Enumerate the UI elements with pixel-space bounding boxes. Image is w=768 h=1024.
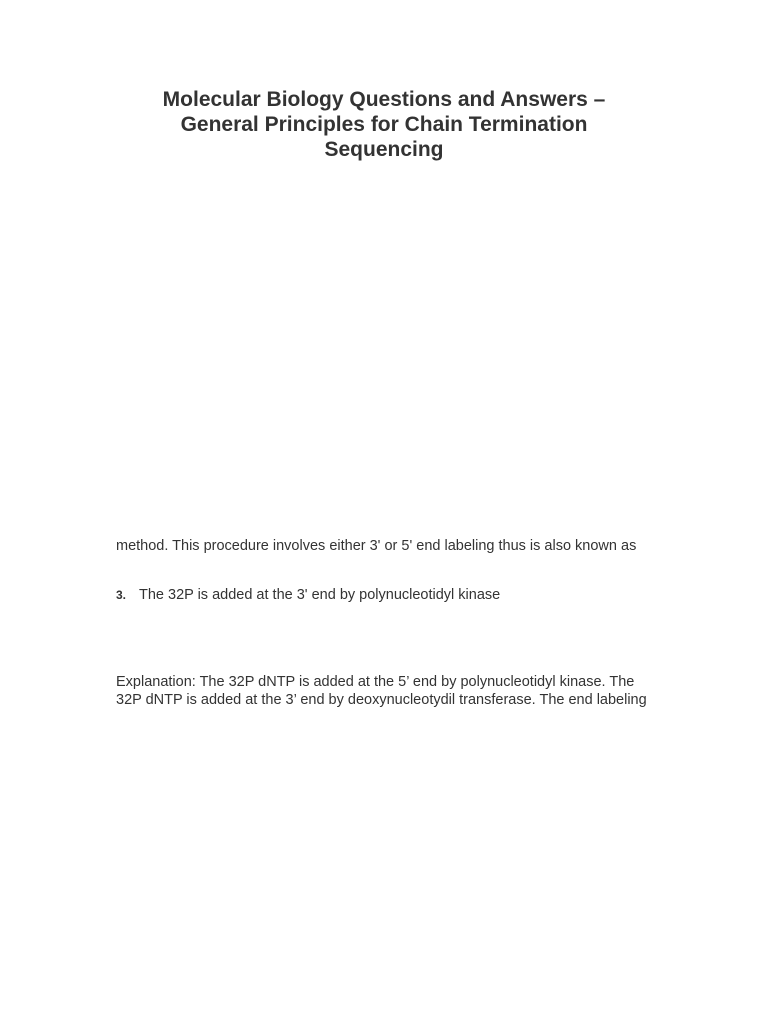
page-title: [100, 87, 668, 162]
option-number: 3.: [116, 588, 127, 602]
fragment-text-line: method. This procedure involves either 3' or 5' end labeling thus is also known as: [116, 538, 637, 554]
explanation-line-2: 32P dNTP is added at the 3’ end by deoxynucleotydil transferase. The end labeling: [116, 692, 647, 708]
title-line-1: Molecular Biology Questions and Answers –: [162, 88, 606, 111]
option-text: The 32P is added at the 3' end by polynucleotidyl kinase: [139, 587, 501, 603]
explanation-line-1: Explanation: The 32P dNTP is added at the 5’ end by polynucleotidyl kinase. The: [116, 674, 635, 690]
title-line-3: Sequencing: [324, 138, 444, 161]
title-line-2: General Principles for Chain Termination: [180, 113, 588, 136]
answer-option-3: [116, 586, 500, 604]
